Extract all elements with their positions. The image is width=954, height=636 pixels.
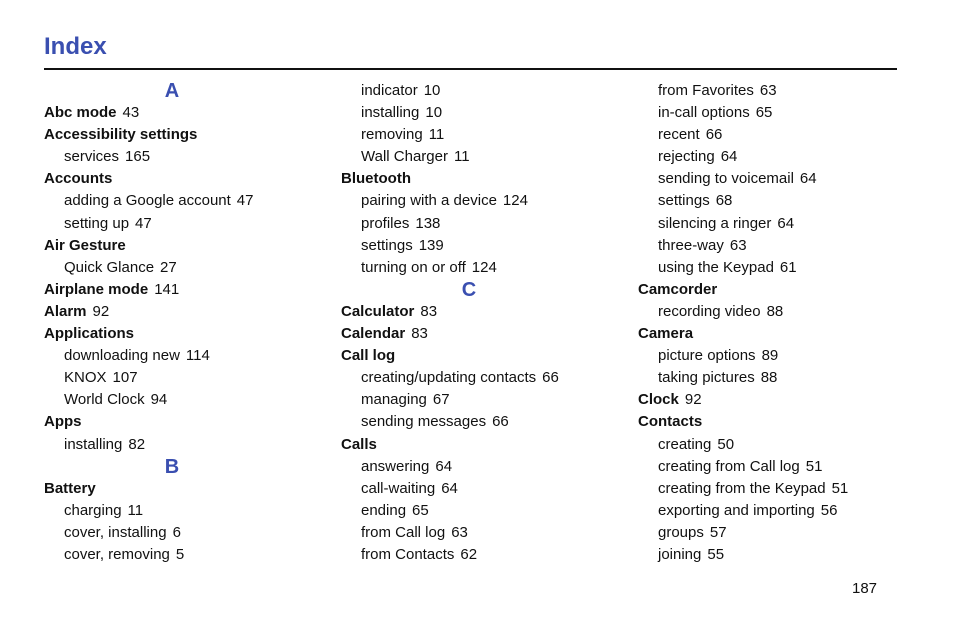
index-subentry (638, 80, 918, 102)
index-subentry-label: installing (361, 104, 420, 122)
index-subentry-label: rejecting (658, 148, 715, 166)
index-subentry (341, 235, 621, 257)
index-subentry (341, 367, 621, 389)
index-column-2 (341, 80, 621, 566)
index-subentry (44, 146, 324, 168)
index-subentry-label: joining (658, 545, 702, 563)
index-subentry-label: ending (361, 501, 407, 519)
index-page-ref: 63 (451, 523, 468, 541)
index-subentry-label: from Call log (361, 523, 446, 541)
index-subentry-label: exporting and importing (658, 501, 815, 519)
index-subentry (44, 544, 324, 566)
index-term (44, 124, 324, 146)
index-subentry (638, 367, 918, 389)
page-number: 187 (852, 580, 878, 597)
index-term (638, 411, 918, 433)
index-page-ref: 62 (460, 545, 478, 563)
index-subentry (44, 522, 324, 544)
index-subentry (44, 367, 324, 389)
index-subentry (341, 389, 621, 411)
index-page-ref: 10 (423, 82, 441, 99)
index-subentry-label: profiles (361, 214, 410, 232)
index-term (341, 345, 621, 367)
index-term (44, 323, 324, 345)
section-letter: C (461, 278, 477, 301)
index-subentry-label: World Clock (64, 391, 145, 409)
index-page-ref: 43 (122, 104, 140, 122)
index-subentry-label: installing (64, 435, 123, 453)
index-term-label: Air Gesture (44, 236, 126, 254)
index-subentry-label: sending messages (361, 413, 487, 431)
index-page-ref: 92 (684, 391, 702, 409)
index-subentry-label: three-way (658, 236, 724, 254)
index-term-label: Battery (44, 479, 96, 497)
index-subentry-label: Quick Glance (64, 258, 155, 276)
index-page-ref: 66 (542, 369, 559, 387)
index-subentry-label: taking pictures (658, 369, 755, 387)
index-subentry (341, 213, 621, 235)
index-page-ref: 11 (453, 148, 470, 166)
index-page-ref: 88 (766, 302, 784, 320)
index-subentry (341, 544, 621, 566)
index-page-ref: 66 (705, 126, 723, 144)
index-page-ref: 141 (154, 280, 180, 298)
index-subentry (638, 257, 918, 279)
index-column-1 (44, 80, 324, 566)
index-subentry (638, 235, 918, 257)
index-page-ref: 51 (805, 457, 823, 475)
index-term-label: Call log (341, 347, 396, 365)
index-subentry-label: cover, installing (64, 523, 167, 541)
index-subentry (638, 146, 918, 168)
index-page-ref: 10 (425, 104, 443, 122)
index-term (341, 323, 621, 345)
index-page-ref: 64 (777, 214, 795, 232)
index-page-ref: 65 (755, 104, 773, 122)
index-subentry (638, 213, 918, 235)
index-subentry-label: services (64, 148, 120, 166)
index-subentry-label: silencing a ringer (658, 214, 772, 232)
index-subentry-label: Wall Charger (361, 148, 448, 166)
index-subentry-label: from Contacts (361, 545, 455, 563)
index-subentry (44, 345, 324, 367)
index-term-label: Airplane mode (44, 280, 149, 298)
index-subentry (44, 190, 324, 212)
index-subentry (341, 478, 621, 500)
index-subentry (638, 456, 918, 478)
index-subentry-label: creating from the Keypad (658, 479, 826, 497)
index-subentry-label: sending to voicemail (658, 170, 794, 188)
index-page-ref: 55 (707, 545, 725, 563)
index-term-label: Accounts (44, 170, 113, 188)
index-column-3 (638, 80, 918, 566)
index-subentry (341, 190, 621, 212)
index-subentry (341, 456, 621, 478)
index-subentry-label: recording video (658, 302, 761, 320)
index-page-ref: 6 (172, 523, 181, 541)
index-term-label: Apps (44, 413, 82, 431)
index-subentry-label: creating/updating contacts (361, 369, 537, 387)
index-page-ref: 94 (150, 391, 168, 409)
index-term-label: Calls (341, 435, 377, 453)
index-term (341, 301, 621, 323)
index-term-label: Calendar (341, 325, 406, 343)
index-subentry-label: creating from Call log (658, 457, 800, 475)
index-page-ref: 64 (435, 457, 453, 475)
index-subentry (341, 80, 621, 102)
index-page-ref: 5 (175, 545, 185, 563)
index-page-ref: 165 (125, 148, 151, 166)
index-subentry-label: charging (64, 501, 122, 519)
index-subentry (341, 522, 621, 544)
index-subentry (638, 124, 918, 146)
index-subentry-label: pairing with a device (361, 192, 497, 210)
index-term-label: Clock (638, 391, 679, 409)
index-page-ref: 67 (432, 391, 450, 409)
index-page-ref: 64 (720, 148, 738, 166)
index-subentry-label: downloading new (64, 347, 180, 365)
index-subentry-label: adding a Google account (64, 192, 231, 210)
index-page-ref: 107 (112, 369, 138, 387)
index-page-ref: 114 (185, 347, 210, 365)
index-page-ref: 138 (415, 214, 441, 232)
index-subentry-label: setting up (64, 214, 130, 232)
index-term (44, 102, 324, 124)
index-subentry-label: settings (361, 236, 413, 254)
index-page-ref: 139 (418, 236, 444, 254)
index-subentry-label: from Favorites (658, 82, 754, 99)
index-page-ref: 124 (502, 192, 528, 210)
index-page-ref: 63 (759, 82, 777, 99)
index-subentry-label: removing (361, 126, 423, 144)
index-subentry (44, 389, 324, 411)
index-subentry (638, 168, 918, 190)
index-subentry (341, 102, 621, 124)
section-letter: A (164, 80, 180, 102)
index-subentry-label: cover, removing (64, 545, 170, 563)
index-subentry (638, 478, 918, 500)
index-page-ref: 63 (729, 236, 747, 254)
index-page-ref: 56 (820, 501, 838, 519)
index-subentry-label: picture options (658, 347, 756, 365)
index-subentry (638, 434, 918, 456)
index-subentry (341, 146, 621, 168)
index-page-ref: 124 (471, 258, 497, 276)
index-page-ref: 68 (715, 192, 733, 210)
index-page-ref: 82 (128, 435, 146, 453)
index-subentry (341, 500, 621, 522)
index-term-label: Calculator (341, 302, 415, 320)
index-subentry (44, 500, 324, 522)
index-subentry-label: in-call options (658, 104, 750, 122)
index-subentry-label: using the Keypad (658, 258, 774, 276)
index-subentry (341, 257, 621, 279)
index-term (638, 279, 918, 301)
index-page-ref: 27 (160, 258, 177, 276)
index-term-label: Applications (44, 325, 135, 343)
index-page-ref: 65 (412, 501, 429, 519)
index-subentry-label: groups (658, 523, 704, 541)
page-title: Index (44, 33, 107, 60)
index-term (638, 323, 918, 345)
index-subentry-label: recent (658, 126, 700, 144)
index-term (44, 168, 324, 190)
index-term (44, 478, 324, 500)
index-term (44, 279, 324, 301)
index-subentry-label: call-waiting (361, 479, 436, 497)
index-page-ref: 47 (236, 192, 254, 210)
index-subentry-label: indicator (361, 82, 418, 99)
index-page-ref: 66 (492, 413, 509, 431)
index-page-ref: 83 (411, 325, 428, 343)
index-term-label: Camcorder (638, 280, 718, 298)
index-subentry (638, 544, 918, 566)
index-term (638, 389, 918, 411)
index-subentry-label: settings (658, 192, 710, 210)
index-term-label: Accessibility settings (44, 126, 198, 144)
index-subentry (341, 124, 621, 146)
title-divider (44, 68, 897, 70)
index-term (341, 168, 621, 190)
index-subentry (638, 522, 918, 544)
index-term-label: Bluetooth (341, 170, 411, 188)
index-term (44, 235, 324, 257)
index-subentry (44, 434, 324, 456)
index-subentry (638, 345, 918, 367)
index-page-ref: 88 (760, 369, 778, 387)
section-letter: B (164, 455, 180, 478)
index-page-ref: 92 (92, 302, 110, 320)
index-subentry-label: creating (658, 435, 712, 453)
index-subentry (638, 190, 918, 212)
index-page-ref: 11 (127, 501, 144, 519)
index-subentry (638, 500, 918, 522)
index-term-label: Camera (638, 325, 694, 343)
index-page-ref: 51 (831, 479, 849, 497)
index-subentry-label: KNOX (64, 369, 107, 387)
index-subentry (638, 301, 918, 323)
index-subentry (341, 411, 621, 433)
index-page-ref: 50 (717, 435, 735, 453)
index-term (44, 301, 324, 323)
index-subentry (44, 213, 324, 235)
index-term (341, 434, 621, 456)
index-subentry-label: managing (361, 391, 427, 409)
index-page-ref: 61 (779, 258, 797, 276)
index-term-label: Alarm (44, 302, 87, 320)
index-subentry-label: turning on or off (361, 258, 466, 276)
index-page-ref: 47 (135, 214, 152, 232)
index-page-ref: 57 (709, 523, 727, 541)
index-term (44, 411, 324, 433)
index-page-ref: 89 (761, 347, 779, 365)
index-page-ref: 64 (441, 479, 458, 497)
index-subentry (638, 102, 918, 124)
index-term-label: Abc mode (44, 104, 117, 122)
index-page-ref: 11 (428, 126, 445, 144)
index-subentry (44, 257, 324, 279)
index-page-ref: 83 (420, 302, 438, 320)
index-page-ref: 64 (799, 170, 817, 188)
index-subentry-label: answering (361, 457, 430, 475)
index-term-label: Contacts (638, 413, 703, 431)
